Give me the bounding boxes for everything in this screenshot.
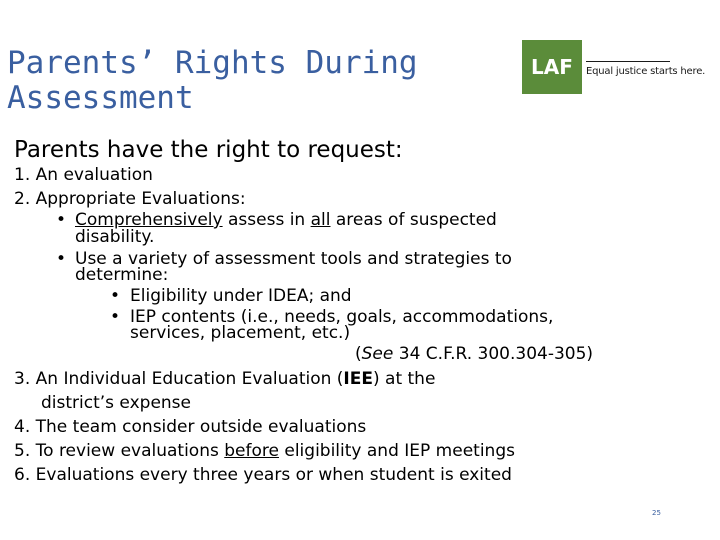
iee-bold: IEE	[343, 369, 373, 389]
bullet-item-1	[56, 210, 497, 230]
list-item-text: Evaluations every three years or when student is exited	[35, 465, 512, 485]
list-item-text	[36, 441, 515, 461]
laf-logo-tagline: Equal justice starts here.	[586, 66, 706, 77]
citation-italic: See	[361, 344, 394, 364]
list-item-text: An evaluation	[35, 165, 153, 185]
list-item-text: Appropriate Evaluations:	[35, 189, 246, 209]
list-item-3	[14, 369, 435, 389]
citation-open: (	[355, 344, 362, 364]
list-item-4	[14, 417, 366, 437]
list-item-text: The team consider outside evaluations	[35, 417, 367, 437]
sub-bullet-text: Eligibility under IDEA; and	[130, 286, 352, 306]
list-item-text	[36, 369, 436, 389]
list-item-text-pre: To review evaluations	[35, 441, 225, 461]
page-number: 25	[652, 509, 661, 517]
list-item-2	[14, 189, 246, 209]
list-item-text-post: ) at the	[372, 369, 436, 389]
bullet-text: Use a variety of assessment tools and strategies to	[75, 249, 512, 269]
bullet-icon: •	[110, 307, 121, 327]
bullet-icon: •	[110, 286, 121, 306]
slide-title-line-1: Parents’ Rights During	[7, 45, 418, 81]
citation-rest: 34 C.F.R. 300.304-305)	[393, 344, 594, 364]
rights-heading: Parents have the right to request:	[14, 137, 403, 163]
sub-bullet-item-2-continuation: services, placement, etc.)	[130, 323, 351, 343]
list-item-6	[14, 465, 512, 485]
sub-bullet-text: IEP contents (i.e., needs, goals, accommodations,	[130, 307, 554, 327]
sub-bullet-item-2	[110, 307, 554, 327]
bullet-icon: •	[56, 210, 67, 230]
list-number: 6.	[14, 465, 31, 485]
laf-logo-mark: LAF	[522, 40, 582, 94]
list-item-1	[14, 165, 153, 185]
list-number: 4.	[14, 417, 31, 437]
list-item-5	[14, 441, 515, 461]
list-number: 2.	[14, 189, 31, 209]
bullet-item-2-continuation: determine:	[75, 265, 169, 285]
bullet-item-1-continuation: disability.	[75, 227, 155, 247]
list-item-text-post: eligibility and IEP meetings	[278, 441, 515, 461]
bullet-icon: •	[56, 249, 67, 269]
bullet-text-mid: assess in	[222, 210, 311, 230]
underlined-word: Comprehensively	[75, 210, 223, 230]
list-number: 1.	[14, 165, 31, 185]
sub-bullet-item-1	[110, 286, 352, 306]
underlined-word: before	[224, 441, 279, 461]
bullet-item-2	[56, 249, 512, 269]
underlined-word: all	[310, 210, 331, 230]
bullet-text-end: areas of suspected	[330, 210, 497, 230]
list-item-3-continuation: district’s expense	[41, 393, 191, 413]
citation	[355, 344, 593, 364]
list-number: 5.	[14, 441, 31, 461]
list-number: 3.	[14, 369, 31, 389]
list-item-text-pre: An Individual Education Evaluation (	[35, 369, 344, 389]
slide-title-line-2: Assessment	[7, 80, 194, 116]
